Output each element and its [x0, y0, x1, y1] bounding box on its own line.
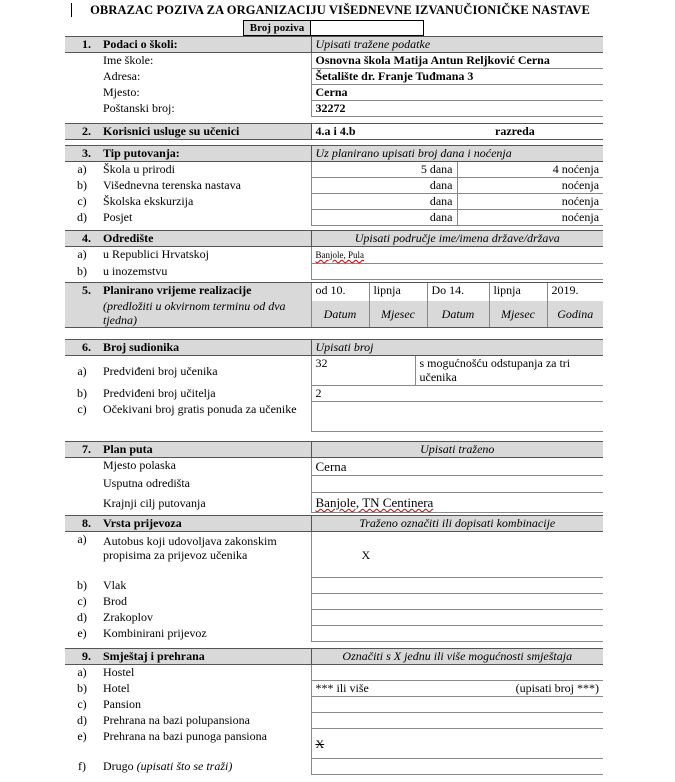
- field-label: Adresa:: [103, 68, 141, 83]
- row-label: Škola u prirodi: [103, 162, 175, 176]
- row-label: Mjesto polaska: [103, 458, 176, 472]
- kombinirani-value[interactable]: [311, 626, 603, 642]
- brod-value[interactable]: [311, 594, 603, 610]
- section-note-text: (predložiti u okvirnom terminu od dva tjedna): [103, 298, 286, 327]
- od-mjesec[interactable]: lipnja: [369, 283, 427, 301]
- section-3-header: [65, 146, 603, 162]
- section-4-table: [65, 230, 603, 280]
- row-label: Zrakoplov: [103, 609, 153, 624]
- section-7-table: [65, 441, 603, 513]
- section-6-table: [65, 339, 603, 432]
- row-letter: a): [77, 363, 87, 378]
- section-number: 3.: [65, 146, 99, 162]
- form-title: OBRAZAC POZIVA ZA ORGANIZACIJU VIŠEDNEVNE IZVANUČIONIČKE NASTAVE: [90, 3, 590, 17]
- row-letter: c): [77, 193, 87, 208]
- hotel-value[interactable]: [311, 681, 603, 697]
- section-heading: Vrsta prijevoza: [99, 516, 311, 532]
- table-row: [65, 356, 603, 386]
- do-mjesec[interactable]: lipnja: [489, 283, 547, 301]
- dana-value[interactable]: 5 dana: [311, 162, 457, 178]
- puni-pansion-value[interactable]: [311, 729, 603, 759]
- label-datum: Datum: [311, 301, 369, 328]
- section-hint: Upisati broj: [311, 340, 603, 356]
- table-row: [65, 210, 603, 226]
- gratis-value[interactable]: [311, 402, 603, 432]
- row-label: Autobus koji udovoljava zakonskim propisima za prijevoz učenika: [103, 534, 277, 562]
- section-heading: Plan puta: [99, 442, 311, 458]
- row-letter: c): [77, 593, 87, 608]
- broj-poziva-label: Broj poziva: [244, 21, 311, 35]
- section-heading: Tip putovanja:: [99, 146, 311, 162]
- row-label: Brod: [103, 593, 127, 608]
- section-heading: Odredište: [99, 231, 311, 247]
- od-datum[interactable]: od 10.: [311, 283, 369, 301]
- ucenici-note: s mogućnošću odstupanja za tri učenika: [415, 356, 603, 386]
- hotel-stars: *** ili više: [315, 681, 369, 695]
- section-3-table: [65, 145, 603, 226]
- row-letter: a): [77, 665, 87, 679]
- odrediste-value[interactable]: [311, 247, 603, 264]
- usputna-odredista-value[interactable]: [311, 476, 603, 493]
- row-label: Školska ekskurzija: [103, 193, 194, 208]
- section-heading: Korisnici usluge su učenici: [99, 124, 311, 140]
- row-letter: b): [77, 577, 87, 592]
- godina[interactable]: 2019.: [547, 283, 603, 301]
- dana-value[interactable]: dana: [311, 194, 457, 210]
- row-label: Usputna odredišta: [103, 475, 190, 490]
- row-label: Predviđeni broj učitelja: [103, 385, 216, 400]
- nocenja-value[interactable]: noćenja: [457, 178, 603, 194]
- table-row: [65, 681, 603, 697]
- section-2-table: [65, 123, 603, 140]
- row-label: Kombinirani prijevoz: [103, 625, 207, 640]
- nocenja-value[interactable]: 4 noćenja: [457, 162, 603, 178]
- mjesto-polaska-value[interactable]: Cerna: [311, 458, 603, 476]
- row-letter: d): [77, 209, 87, 224]
- field-label: Poštanski broj:: [103, 100, 175, 115]
- row-letter: f): [78, 758, 86, 773]
- section-2-header: [65, 124, 603, 140]
- field-value[interactable]: Osnovna škola Matija Antun Reljković Cerna: [311, 53, 603, 69]
- drugo-label: Drugo: [103, 758, 134, 773]
- section-hint: Uz planirano upisati broj dana i noćenja: [311, 146, 603, 162]
- krajnji-cilj-value[interactable]: [311, 493, 603, 513]
- label-mjesec: Mjesec: [489, 301, 547, 328]
- row-letter: a): [77, 532, 87, 546]
- do-datum[interactable]: Do 14.: [427, 283, 489, 301]
- row-label: u inozemstvu: [103, 263, 168, 278]
- row-label: Vlak: [103, 577, 127, 592]
- dana-value[interactable]: dana: [311, 210, 457, 226]
- table-row: [65, 532, 603, 578]
- table-row: [65, 578, 603, 594]
- section-number: 8.: [65, 516, 99, 532]
- section-heading: Planirano vrijeme realizacije: [99, 283, 311, 301]
- ucenici-value[interactable]: 32: [311, 356, 415, 386]
- row-letter: b): [77, 680, 87, 695]
- label-datum: Datum: [427, 301, 489, 328]
- row-label: Hostel: [103, 665, 135, 679]
- krajnji-cilj-text: Banjole, TN Centinera: [315, 495, 434, 510]
- table-row: [65, 101, 603, 117]
- row-letter: b): [77, 177, 87, 192]
- section-number: 6.: [65, 340, 99, 356]
- section-number: 5.: [65, 283, 99, 301]
- table-row: [65, 162, 603, 178]
- section-6-header: [65, 340, 603, 356]
- field-value[interactable]: Šetalište dr. Franje Tuđmana 3: [311, 69, 603, 85]
- table-row: [65, 610, 603, 626]
- row-letter: d): [77, 609, 87, 624]
- field-label: Mjesto:: [103, 84, 140, 99]
- broj-poziva-field: [243, 20, 424, 36]
- row-letter: c): [77, 401, 87, 416]
- table-row: [65, 665, 603, 681]
- row-letter: e): [77, 625, 87, 640]
- table-row: [65, 386, 603, 402]
- section-1-header: [65, 37, 603, 53]
- section-heading: Broj sudionika: [99, 340, 311, 356]
- odrediste-value[interactable]: [311, 264, 603, 280]
- vlak-value[interactable]: [311, 578, 603, 594]
- nocenja-value[interactable]: noćenja: [457, 210, 603, 226]
- row-letter: a): [77, 162, 87, 176]
- row-label: u Republici Hrvatskoj: [103, 247, 209, 261]
- table-row: [65, 594, 603, 610]
- section-hint: Traženo označiti ili dopisati kombinacije: [311, 516, 603, 532]
- row-label: [99, 759, 311, 775]
- section-hint: Upisati područje ime/imena države/država: [311, 231, 603, 247]
- table-row: [65, 178, 603, 194]
- ucitelji-value[interactable]: 2: [311, 386, 603, 402]
- row-label: Višednevna terenska nastava: [103, 177, 241, 192]
- section-1-table: [65, 36, 603, 117]
- section-number: 9.: [65, 649, 99, 665]
- zrakoplov-value[interactable]: [311, 610, 603, 626]
- table-row: [65, 458, 603, 476]
- polupansion-value[interactable]: [311, 713, 603, 729]
- section-8-table: [65, 515, 603, 642]
- field-value[interactable]: 32272: [311, 101, 603, 117]
- puni-pansion-mark: X: [315, 736, 325, 751]
- label-godina: Godina: [547, 301, 603, 328]
- section-5-table: [65, 282, 603, 328]
- section-number: 7.: [65, 442, 99, 458]
- table-row: [65, 194, 603, 210]
- section-note: [99, 298, 311, 328]
- table-row: [65, 759, 603, 775]
- row-label: Krajnji cilj putovanja: [103, 495, 206, 510]
- table-row: [65, 53, 603, 69]
- table-row: [65, 626, 603, 642]
- section-number: 1.: [65, 37, 99, 53]
- drugo-value[interactable]: [311, 759, 603, 775]
- nocenja-value[interactable]: noćenja: [457, 194, 603, 210]
- drugo-note: (upisati što se traži): [136, 758, 233, 773]
- row-letter: b): [77, 385, 87, 400]
- row-label: Očekivani broj gratis ponuda za učenike: [103, 401, 297, 416]
- section-hint: Upisati traženo: [311, 442, 603, 458]
- table-row: [65, 476, 603, 493]
- field-label: Ime škole:: [103, 53, 154, 67]
- table-row: [65, 247, 603, 264]
- table-row: [65, 402, 603, 432]
- field-value[interactable]: Cerna: [311, 85, 603, 101]
- row-label: Prehrana na bazi polupansiona: [103, 712, 250, 727]
- section-8-header: [65, 516, 603, 532]
- row-letter: c): [77, 696, 87, 711]
- section-hint: Upisati tražene podatke: [311, 37, 603, 53]
- section-5-row-bottom: [65, 301, 603, 328]
- broj-poziva-value[interactable]: [311, 21, 423, 35]
- razred-value[interactable]: 4.a i 4.b: [311, 124, 491, 140]
- row-letter: e): [77, 728, 87, 743]
- row-label: Hotel: [103, 680, 130, 695]
- row-label: Pansion: [103, 696, 142, 711]
- row-label: Posjet: [103, 209, 133, 224]
- section-7-header: [65, 442, 603, 458]
- pansion-value[interactable]: [311, 697, 603, 713]
- autobus-value[interactable]: X: [311, 532, 603, 578]
- table-row: [65, 713, 603, 729]
- label-mjesec: Mjesec: [369, 301, 427, 328]
- hostel-value[interactable]: [311, 665, 603, 681]
- row-label: Prehrana na bazi punoga pansiona: [103, 728, 267, 743]
- section-number: 4.: [65, 231, 99, 247]
- table-row: [65, 697, 603, 713]
- row-label: Predviđeni broj učenika: [103, 363, 218, 378]
- table-row: [65, 729, 603, 759]
- table-row: [65, 69, 603, 85]
- section-9-table: [65, 648, 603, 775]
- table-row: [65, 493, 603, 513]
- odrediste-text: Banjole, Pula: [315, 250, 364, 260]
- section-heading: Smještaj i prehrana: [99, 649, 311, 665]
- section-9-header: [65, 649, 603, 665]
- section-hint: Označiti s X jednu ili više mogućnosti smještaja: [311, 649, 603, 665]
- dana-value[interactable]: dana: [311, 178, 457, 194]
- section-4-header: [65, 231, 603, 247]
- section-heading: Podaci o školi:: [99, 37, 311, 53]
- row-letter: b): [77, 263, 87, 278]
- razred-suffix: razreda: [491, 124, 603, 140]
- hotel-note: (upisati broj ***): [515, 681, 599, 695]
- row-letter: a): [77, 247, 87, 261]
- section-number: 2.: [65, 124, 99, 140]
- table-row: [65, 264, 603, 280]
- row-letter: d): [77, 712, 87, 727]
- table-row: [65, 85, 603, 101]
